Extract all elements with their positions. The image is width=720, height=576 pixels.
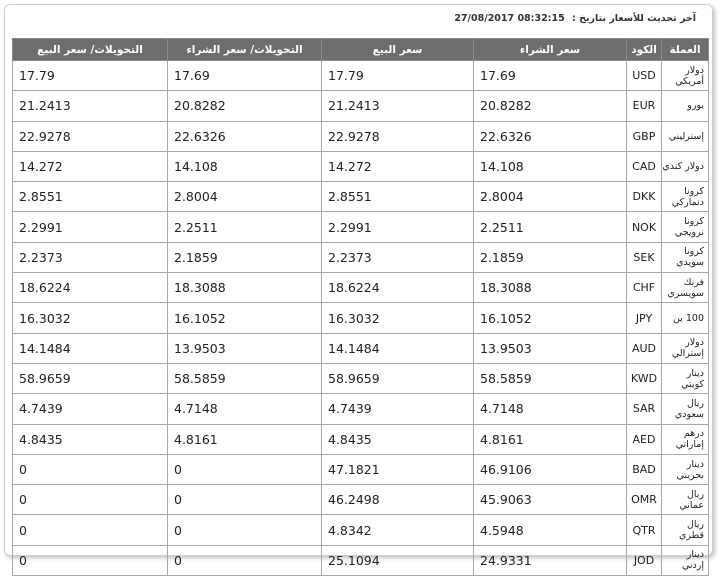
transfer-buy-rate-cell: 2.8004 — [168, 182, 322, 212]
transfer-buy-rate-cell: 0 — [168, 454, 322, 484]
currency-name-cell: كرونا نرويجي — [662, 212, 709, 242]
buy-rate-cell: 18.3088 — [474, 273, 627, 303]
currency-code-cell: CAD — [627, 151, 662, 181]
table-row — [13, 394, 709, 424]
sell-rate-cell: 14.1484 — [322, 333, 474, 363]
header-buy: سعر الشراء — [474, 39, 627, 61]
transfer-buy-rate-cell: 2.2511 — [168, 212, 322, 242]
table-row — [13, 151, 709, 181]
transfer-buy-rate-cell: 16.1052 — [168, 303, 322, 333]
currency-name-cell: ريال عماني — [662, 485, 709, 515]
currency-rates-table — [12, 38, 709, 576]
currency-name-cell: إسترليني — [662, 121, 709, 151]
sell-rate-cell: 16.3032 — [322, 303, 474, 333]
transfer-sell-rate-cell: 0 — [13, 515, 168, 545]
transfer-sell-rate-cell: 21.2413 — [13, 91, 168, 121]
transfer-buy-rate-cell: 13.9503 — [168, 333, 322, 363]
buy-rate-cell: 14.108 — [474, 151, 627, 181]
currency-code-cell: GBP — [627, 121, 662, 151]
transfer-sell-rate-cell: 17.79 — [13, 61, 168, 91]
transfer-sell-rate-cell: 22.9278 — [13, 121, 168, 151]
sell-rate-cell: 22.9278 — [322, 121, 474, 151]
transfer-sell-rate-cell: 4.7439 — [13, 394, 168, 424]
currency-code-cell: OMR — [627, 485, 662, 515]
currency-code-cell: SAR — [627, 394, 662, 424]
transfer-sell-rate-cell: 58.9659 — [13, 363, 168, 393]
buy-rate-cell: 45.9063 — [474, 485, 627, 515]
transfer-buy-rate-cell: 2.1859 — [168, 242, 322, 272]
transfer-sell-rate-cell: 2.8551 — [13, 182, 168, 212]
table-row — [13, 454, 709, 484]
currency-name-cell: دولار إسترالي — [662, 333, 709, 363]
sell-rate-cell: 17.79 — [322, 61, 474, 91]
buy-rate-cell: 4.5948 — [474, 515, 627, 545]
buy-rate-cell: 4.8161 — [474, 424, 627, 454]
transfer-sell-rate-cell: 18.6224 — [13, 273, 168, 303]
sell-rate-cell: 58.9659 — [322, 363, 474, 393]
currency-code-cell: JOD — [627, 545, 662, 575]
buy-rate-cell: 2.1859 — [474, 242, 627, 272]
currency-code-cell: AED — [627, 424, 662, 454]
buy-rate-cell: 17.69 — [474, 61, 627, 91]
header-transfer-sell: التحويلات/ سعر البيع — [13, 39, 168, 61]
table-row — [13, 424, 709, 454]
currency-name-cell: دولار أمريكي — [662, 61, 709, 91]
currency-name-cell: يورو — [662, 91, 709, 121]
table-row — [13, 121, 709, 151]
transfer-sell-rate-cell: 2.2991 — [13, 212, 168, 242]
currency-code-cell: USD — [627, 61, 662, 91]
currency-name-cell: دينار بحريني — [662, 454, 709, 484]
buy-rate-cell: 16.1052 — [474, 303, 627, 333]
transfer-buy-rate-cell: 17.69 — [168, 61, 322, 91]
transfer-buy-rate-cell: 22.6326 — [168, 121, 322, 151]
table-row — [13, 303, 709, 333]
buy-rate-cell: 13.9503 — [474, 333, 627, 363]
buy-rate-cell: 24.9331 — [474, 545, 627, 575]
table-row — [13, 545, 709, 575]
currency-name-cell: درهم إماراتي — [662, 424, 709, 454]
sell-rate-cell: 2.2991 — [322, 212, 474, 242]
currency-code-cell: AUD — [627, 333, 662, 363]
currency-code-cell: NOK — [627, 212, 662, 242]
buy-rate-cell: 2.8004 — [474, 182, 627, 212]
last-update-timestamp: 27/08/2017 08:32:15 — [454, 13, 565, 24]
transfer-buy-rate-cell: 18.3088 — [168, 273, 322, 303]
transfer-sell-rate-cell: 4.8435 — [13, 424, 168, 454]
table-row — [13, 363, 709, 393]
currency-code-cell: EUR — [627, 91, 662, 121]
sell-rate-cell: 18.6224 — [322, 273, 474, 303]
buy-rate-cell: 46.9106 — [474, 454, 627, 484]
sell-rate-cell: 21.2413 — [322, 91, 474, 121]
sell-rate-cell: 46.2498 — [322, 485, 474, 515]
table-row — [13, 242, 709, 272]
header-sell: سعر البيع — [322, 39, 474, 61]
transfer-sell-rate-cell: 0 — [13, 485, 168, 515]
transfer-sell-rate-cell: 2.2373 — [13, 242, 168, 272]
transfer-sell-rate-cell: 14.272 — [13, 151, 168, 181]
table-row — [13, 485, 709, 515]
transfer-buy-rate-cell: 4.8161 — [168, 424, 322, 454]
header-transfer-buy: التحويلات/ سعر الشراء — [168, 39, 322, 61]
currency-code-cell: BAD — [627, 454, 662, 484]
transfer-buy-rate-cell: 14.108 — [168, 151, 322, 181]
transfer-sell-rate-cell: 14.1484 — [13, 333, 168, 363]
buy-rate-cell: 2.2511 — [474, 212, 627, 242]
table-header-row — [13, 39, 709, 61]
transfer-buy-rate-cell: 20.8282 — [168, 91, 322, 121]
currency-code-cell: CHF — [627, 273, 662, 303]
currency-name-cell: كرونا سويدي — [662, 242, 709, 272]
buy-rate-cell: 4.7148 — [474, 394, 627, 424]
currency-name-cell: دينار إردني — [662, 545, 709, 575]
buy-rate-cell: 58.5859 — [474, 363, 627, 393]
currency-code-cell: KWD — [627, 363, 662, 393]
currency-name-cell: دينار كويتي — [662, 363, 709, 393]
sell-rate-cell: 4.8435 — [322, 424, 474, 454]
table-row — [13, 212, 709, 242]
transfer-buy-rate-cell: 0 — [168, 485, 322, 515]
currency-name-cell: كرونا دنماركي — [662, 182, 709, 212]
transfer-buy-rate-cell: 58.5859 — [168, 363, 322, 393]
sell-rate-cell: 14.272 — [322, 151, 474, 181]
header-currency: العملة — [662, 39, 709, 61]
last-update-label: آخر تحديث للأسعار بتاريخ : — [572, 13, 696, 24]
table-row — [13, 515, 709, 545]
currency-code-cell: SEK — [627, 242, 662, 272]
sell-rate-cell: 47.1821 — [322, 454, 474, 484]
currency-name-cell: دولار كندي — [662, 151, 709, 181]
currency-code-cell: QTR — [627, 515, 662, 545]
currency-code-cell: JPY — [627, 303, 662, 333]
transfer-sell-rate-cell: 16.3032 — [13, 303, 168, 333]
buy-rate-cell: 20.8282 — [474, 91, 627, 121]
last-update-text — [454, 13, 696, 24]
buy-rate-cell: 22.6326 — [474, 121, 627, 151]
sell-rate-cell: 2.8551 — [322, 182, 474, 212]
sell-rate-cell: 25.1094 — [322, 545, 474, 575]
transfer-sell-rate-cell: 0 — [13, 454, 168, 484]
table-row — [13, 333, 709, 363]
transfer-buy-rate-cell: 0 — [168, 515, 322, 545]
currency-name-cell: ريال سعودي — [662, 394, 709, 424]
transfer-buy-rate-cell: 0 — [168, 545, 322, 575]
table-row — [13, 182, 709, 212]
transfer-sell-rate-cell: 0 — [13, 545, 168, 575]
currency-code-cell: DKK — [627, 182, 662, 212]
table-row — [13, 91, 709, 121]
sell-rate-cell: 4.8342 — [322, 515, 474, 545]
currency-name-cell: 100 ين — [662, 303, 709, 333]
table-row — [13, 61, 709, 91]
table-row — [13, 273, 709, 303]
sell-rate-cell: 2.2373 — [322, 242, 474, 272]
transfer-buy-rate-cell: 4.7148 — [168, 394, 322, 424]
currency-name-cell: ريال قطري — [662, 515, 709, 545]
sell-rate-cell: 4.7439 — [322, 394, 474, 424]
currency-name-cell: فرنك سويسري — [662, 273, 709, 303]
header-code: الكود — [627, 39, 662, 61]
